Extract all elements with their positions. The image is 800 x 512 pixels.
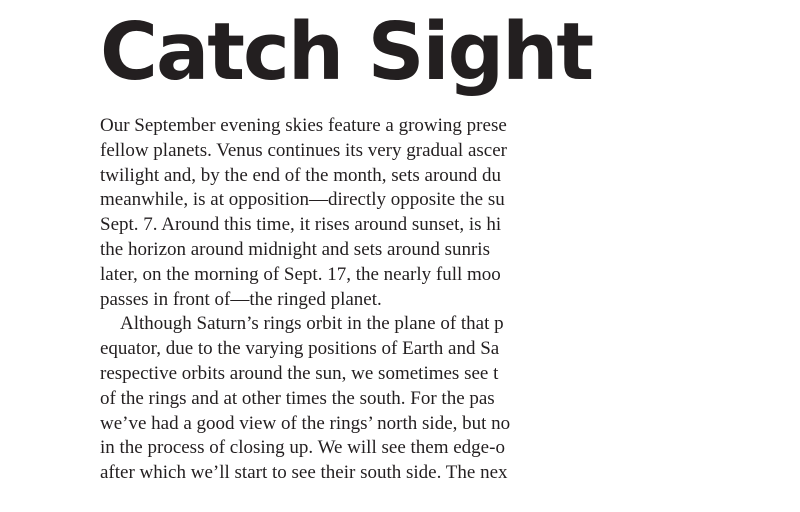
- article-headline: Catch Sight: [100, 6, 593, 98]
- text-line: the horizon around midnight and sets around sunris: [100, 238, 490, 260]
- text-line: equator, due to the varying positions of Earth and Sa: [100, 338, 500, 360]
- text-line: respective orbits around the sun, we sometimes see t: [100, 362, 499, 384]
- text-line: later, on the morning of Sept. 17, the nearly full moo: [100, 263, 501, 285]
- text-line: passes in front of—the ringed planet.: [100, 288, 382, 310]
- text-line: Sept. 7. Around this time, it rises around sunset, is hi: [100, 214, 502, 236]
- text-line: meanwhile, is at opposition—directly opposite the su: [100, 189, 505, 211]
- text-line: after which we’ll start to see their south side. The nex: [100, 462, 508, 484]
- paragraph-2: [100, 312, 800, 486]
- text-line: Although Saturn’s rings orbit in the plane of that p: [120, 313, 504, 335]
- text-line: in the process of closing up. We will see them edge-o: [100, 437, 505, 459]
- article-body: [100, 114, 800, 486]
- text-line: Our September evening skies feature a growing prese: [100, 115, 507, 136]
- text-line: we’ve had a good view of the rings’ north side, but no: [100, 412, 511, 434]
- paragraph-1: [100, 114, 800, 312]
- text-line: fellow planets. Venus continues its very gradual ascer: [100, 139, 507, 161]
- text-line: twilight and, by the end of the month, sets around du: [100, 164, 502, 186]
- text-line: of the rings and at other times the south. For the pas: [100, 387, 495, 409]
